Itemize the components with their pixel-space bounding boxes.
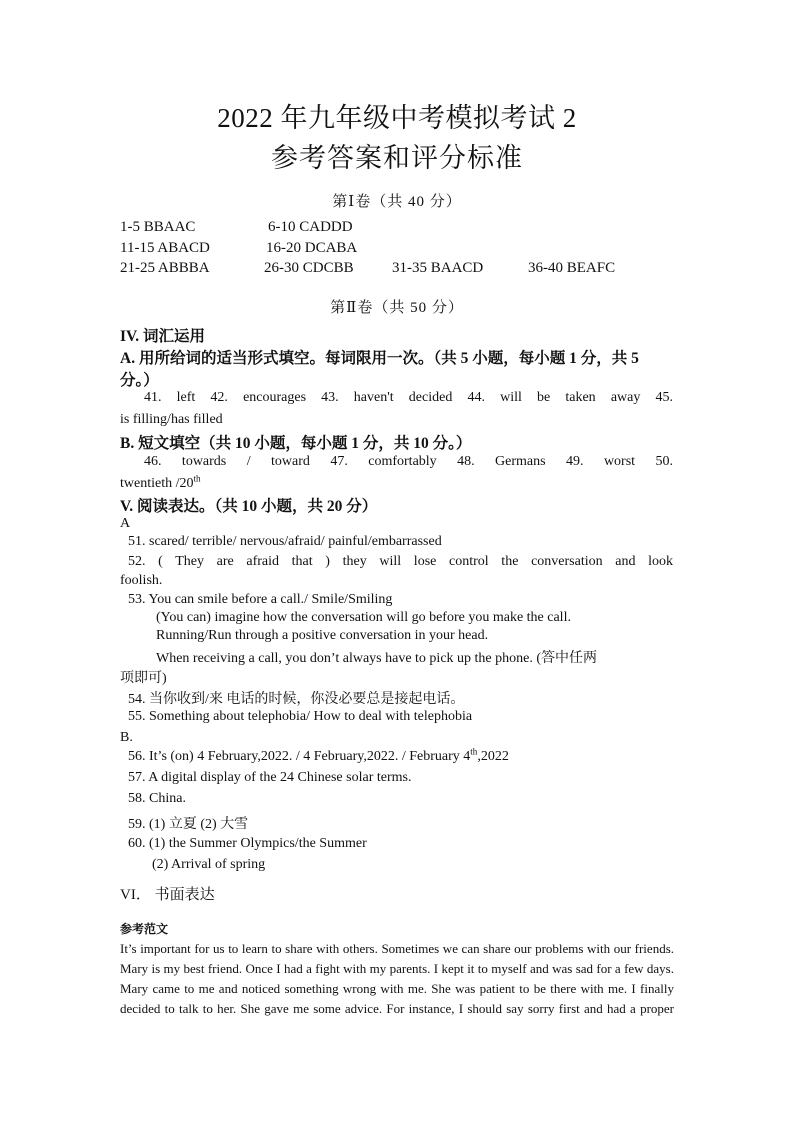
section-5-heading: V. 阅读表达。（共 10 小题，共 20 分） — [120, 498, 378, 515]
answer-line: 58. China. — [128, 791, 186, 806]
answer-line: 55. Something about telephobia/ How to deal with telephobia — [128, 709, 473, 724]
answer-group: 21-25 ABBBA — [120, 260, 210, 276]
answer-group: 6-10 CADDD — [268, 219, 353, 235]
answer-group: 1-5 BBAAC — [120, 219, 196, 235]
answer-line: 51. scared/ terrible/ nervous/afraid/ painful/embarrassed — [128, 534, 442, 549]
section-4-heading: IV. 词汇运用 — [120, 328, 205, 345]
answer-line: 57. A digital display of the 24 Chinese solar terms. — [128, 770, 412, 785]
answer-line: (You can) imagine how the conversation will go before you make the call. — [156, 610, 571, 625]
essay-line: It’s important for us to learn to share with others. Sometimes we can share our problems with our friends. — [120, 941, 674, 956]
answer-group: 11-15 ABACD — [120, 240, 210, 256]
answer-line: 46. towards / toward 47. comfortably 48. Germans 49. worst 50. — [144, 454, 673, 469]
answer-group: 26-30 CDCBB — [264, 260, 354, 276]
answer-line: Running/Run through a positive conversation in your head. — [156, 628, 489, 643]
answer-line: 56. It’s (on) 4 February,2022. / 4 February,2022. / February 4th,2022 — [128, 746, 509, 764]
answer-line: 59. (1) 立夏 (2) 大雪 — [128, 817, 249, 832]
answer-group: 36-40 BEAFC — [528, 260, 616, 276]
section-4b-heading: B. 短文填空（共 10 小题，每小题 1 分，共 10 分。） — [120, 435, 472, 452]
answer-line: 41. left 42. encourages 43. haven't decided 44. will be taken away 45. — [144, 390, 673, 405]
passage-label: A — [120, 516, 131, 531]
sample-essay-label: 参考范文 — [120, 922, 169, 936]
answer-line: twentieth /20th — [120, 473, 201, 491]
answer-line: When receiving a call, you don’t always have to pick up the phone. (答中任两 — [156, 651, 598, 666]
part1-heading: 第Ⅰ卷（共 40 分） — [332, 194, 462, 210]
answer-line: 项即可) — [120, 671, 167, 686]
answer-line: is filling/has filled — [120, 412, 223, 427]
exam-title: 2022 年九年级中考模拟考试 2 — [217, 103, 577, 133]
answer-line: 60. (1) the Summer Olympics/the Summer — [128, 836, 367, 851]
section-6-heading: VI． 书面表达 — [120, 887, 215, 903]
essay-line: Mary came to me and noticed something wrong with me. She was patient to be there with me. I finally — [120, 981, 674, 996]
answer-line: 53. You can smile before a call./ Smile/Smiling — [128, 592, 393, 607]
answer-group: 31-35 BAACD — [392, 260, 484, 276]
section-4a-heading-cont: 分。） — [120, 372, 159, 389]
answer-line: foolish. — [120, 573, 163, 588]
answer-line: 54. 当你收到/来 电话的时候，你没必要总是接起电话。 — [128, 692, 465, 707]
passage-label: B. — [120, 730, 133, 745]
section-4a-heading: A. 用所给词的适当形式填空。每词限用一次。（共 5 小题，每小题 1 分，共 5 — [120, 350, 639, 367]
essay-line: Mary is my best friend. Once I had a fight with my parents. I kept it to myself and was sad for a few days. — [120, 961, 674, 976]
essay-line: decided to talk to her. She gave me some advice. For instance, I should say sorry first and had a proper — [120, 1001, 674, 1016]
exam-subtitle: 参考答案和评分标准 — [271, 143, 523, 173]
answer-line: (2) Arrival of spring — [152, 857, 266, 872]
answer-group: 16-20 DCABA — [266, 240, 358, 256]
part2-heading: 第Ⅱ卷（共 50 分） — [330, 300, 464, 316]
answer-line: 52. ( They are afraid that ) they will lose control the conversation and look — [128, 554, 673, 569]
